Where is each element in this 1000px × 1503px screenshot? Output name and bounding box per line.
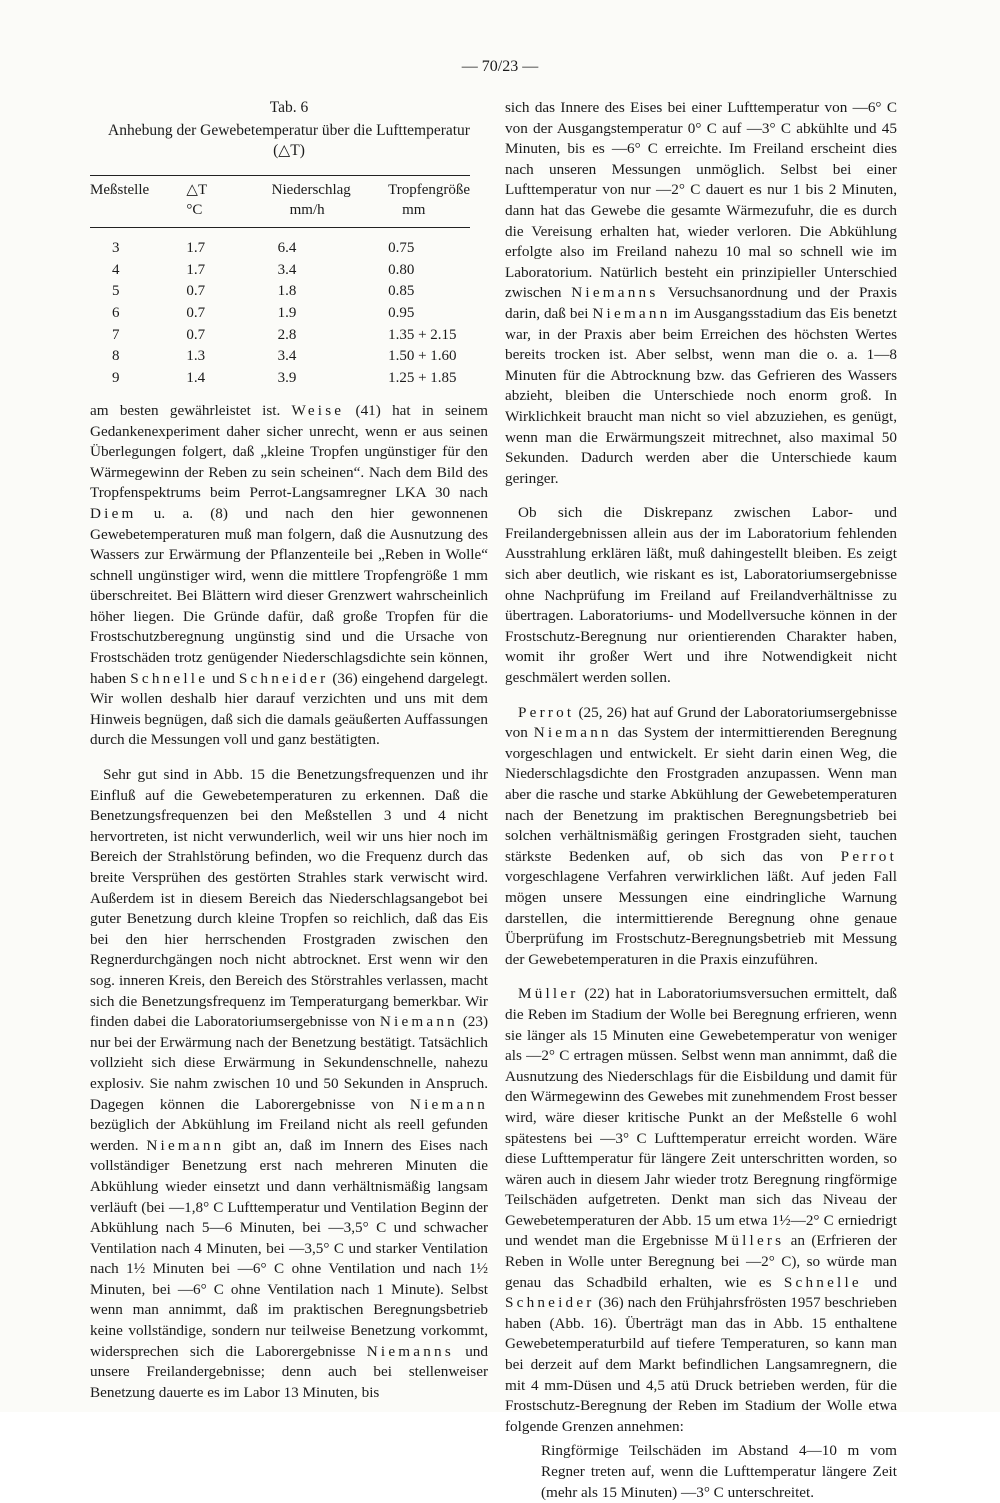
table-cell: 0.7	[186, 283, 206, 300]
author-name: Niemanns	[571, 284, 659, 302]
paragraph: Müller (22) hat in Laboratoriumsversuchen ermittelt, daß die Reben im Stadium der Wolle bei Beregnung erfrieren, wenn sie länger als 15 Minuten eine Gewebetemperatur von weniger als —2° C ertragen müssen. Selbst wenn man annimmt, daß die Ausnutzung des Niederschlags für die Eisbildung und damit für den Wärmegewinn des Gewebes mit zunehmendem Frost besser wird, wäre dieser kritische Punkt an der Meßstelle 6 wohl spätestens bei —3° C Lufttemperatur erreicht worden. Wäre diese Lufttemperatur für längere Zeit unterschritten worden, so wären auch in diesem Jahr wieder trotz Beregnung ringförmige Teilschäden aufgetreten. Denkt man sich das Niveau der Gewebetemperaturen der Abb. 15 um etwa 1½—2° C erniedrigt und wendet man die Ergebnisse Müllers an (Erfrieren der Reben in Wolle unter Beregnung bei —2° C), so würde man genau das Schadbild erhalten, wie es Schnelle und Schneider (36) nach den Frühjahrsfrösten 1957 beschrieben haben (Abb. 16). Überträgt man das in Abb. 15 enthaltene Gewebetemperaturbild auf tiefere Temperaturen, so kann man bei derzeit auf dem Markt befindlichen Langsamregnern, die mit 4 mm-Düsen und 4,5 atü Druck betrieben werden, für die Frostschutz-Beregnung der Reben im Stadium der Wolle etwa folgende Grenzen annehmen:	[505, 985, 897, 1435]
author-name: Niemann	[533, 724, 612, 742]
table-cell: 1.8	[277, 283, 297, 300]
paragraph: Sehr gut sind in Abb. 15 die Benetzungsfrequenzen und ihr Einfluß auf die Gewebetemperaturen zu erkennen. Daß die Benetzungsfrequenzen bei den Meßstellen 3 und 4 nicht hervortreten, ist nicht verwunderlich, weil wir uns hier noch im Bereich der Strahlstörung befinden, wo die Frequenz durch das breite Versprühen des gestörten Strahles stark verwischt wird. Außerdem ist in diesem Bereich das Niederschlagsangebot bei guter Benetzung durch kleine Tropfen so reichlich, daß das Eis bei den hier herrschenden Frostgraden zwischen den Regnerdurchgängen noch nicht abtrocknet. Erst wenn wir den sog. inneren Kreis, den Bereich des Störstrahles verlassen, macht sich die Benetzungsfrequenz im Temperaturgang bemerkbar. Wir finden dabei die Laboratoriumsergebnisse von Niemann (23) nur bei der Erwärmung nach der Benetzung bestätigt. Tatsächlich vollzieht sich diese Erwärmung in Sekundenschnelle, nahezu explosiv. Sie nahm zwischen 10 und 50 Sekunden in Anspruch. Dagegen können die Laborergebnisse von Niemann bezüglich der Abkühlung im Freiland nicht als reell gefunden werden. Niemann gibt an, daß im Innern des Eises nach vollständiger Benetzung erst nach mehreren Minuten die Abkühlung wieder einsetzt und dann verhältnismäßig langsam verläuft (bei —1,8° C Lufttemperatur und Ventilation Beginn der Abkühlung nach 5—6 Minuten, bei —3,5° C und schwacher Ventilation nach 4 Minuten, bei —3,5° C und starker Ventilation nach 1½ Minuten bei —6° C ohne Ventilation und nach 1½ Minuten, bei —6° C ohne Ventilation nach 1 Minute). Selbst wenn man annimmt, daß im praktischen Beregnungsbetrieb keine vollständige, sondern nur teilweise Benetzung vorkommt, widersprechen sich die Laborergebnisse Niemanns und unsere Freilandergebnisse; denn auch bei stellenweiser Benetzung dauerte es im Labor 13 Minuten, bis	[90, 766, 488, 1401]
table-row	[90, 303, 470, 325]
table-cell: 0.75	[388, 240, 415, 257]
table-cell: 1.4	[186, 369, 206, 386]
author-name: Schnelle	[130, 669, 209, 687]
paragraph: am besten gewährleistet ist. Weise (41) hat in seinem Gedankenexperiment daher sicher unrecht, wenn er aus seinen Überlegungen folgert, daß „kleine Tropfen ungünstiger für den Wärmegewinn der Reben zu sein scheinen“. Nach dem Bild des Tropfenspektrums beim Perrot-Langsamregner LKA 30 nach Diem u. a. (8) und nach den hier gewonnenen Gewebetemperaturen muß man folgern, daß die Ausnutzung des Wassers zur Erwärmung der Pflanzenteile bei „Reben in Wolle“ schnell ungünstiger wird, wenn die mittlere Tropfengröße 1 mm überschreitet. Bei Blättern wird dieser Grenzwert wahrscheinlich höher liegen. Die Gründe dafür, daß große Tropfen für die Frostschutzberegnung ungünstig sind und die Ursache von Frostschäden trotz genügender Niederschlagsdichte sein können, haben Schnelle und Schneider (36) eingehend dargelegt. Wir wollen deshalb hier darauf verzichten und uns mit dem Hinweis begnügen, daß sich die damals geäußerten Auffassungen durch die Messungen voll und ganz bestätigten.	[90, 401, 488, 749]
table-number: Tab. 6	[269, 99, 309, 116]
table-row	[90, 259, 470, 281]
author-name: Niemann	[379, 1013, 458, 1031]
header-cell: Meßstelle	[90, 175, 186, 200]
table-cell: 8	[112, 348, 120, 365]
table-cell: 6	[112, 305, 120, 322]
author-name: Weise	[291, 401, 345, 419]
paragraph: sich das Innere des Eises bei einer Lufttemperatur von —6° C von der Ausgangstemperatur 0° C auf —3° C abkühlte und 45 Minuten, bis es —6° C erreichte. Im Freiland erscheint dies nach unseren Messungen unmöglich. Selbst bei einer Lufttemperatur von nur —2° C dauert es nur 1 bis 2 Minuten, dann hat das Gewebe die gesamte Wärmezufuhr, die es durch die Vereisung erhalten hat, wieder verloren. Die Abkühlung erfolgte also im Freiland nahezu 10 mal so schnell wie im Laboratorium. Natürlich besteht ein prinzipieller Unterschied zwischen Niemanns Versuchsanordnung und der Praxis darin, daß bei Niemann im Ausgangsstadium das Eis benetzt war, in der Praxis aber beim Erreichen des höchsten Wertes bereits trocken ist. Aber selbst, wenn man die o. a. 1—8 Minuten für die Abtrocknung bzw. das Gefrieren des Wassers abzieht, bleiben die Unterschiede noch enorm groß. In Wirklichkeit braucht man nicht so viel abzuziehen, es genügt, wenn man die Erwärmungszeit mitrechnet, also maximal 50 Sekunden. Dadurch werden aber die Unterschiede kaum geringer.	[505, 99, 898, 487]
table-cell: 1.35 + 2.15	[388, 326, 457, 343]
paragraph: Ob sich die Diskrepanz zwischen Labor- und Freilandergebnissen allein aus der im Laboratorium fehlenden Ausstrahlung erklären läßt, muß dahingestellt bleiben. Es zeigt sich aber deutlich, wie riskant es ist, Laboratoriumsergebnisse ohne Nachprüfung im Freiland auf Freilandverhältnisse zu übertragen. Laboratoriums- und Modellversuche können in der Frostschutz-Beregnung nur orientierenden Charakter haben, womit ihr großer Wert und ihre Notwendigkeit nicht geschmälert werden sollen.	[505, 504, 897, 687]
unit-cell	[90, 200, 186, 227]
header-cell: Tropfengröße	[388, 175, 470, 200]
header-cell: Niederschlag	[272, 175, 388, 200]
table-cell: 5	[112, 283, 120, 300]
author-name: Schneider	[505, 1294, 595, 1312]
author-name: Diem	[90, 504, 137, 522]
author-name: Niemann	[592, 304, 671, 322]
table-cell: 1.7	[186, 261, 206, 278]
table-cell: 0.95	[388, 305, 415, 322]
author-name: Perrot	[518, 703, 575, 721]
table-cell: 0.85	[388, 283, 415, 300]
table-row	[90, 227, 470, 259]
table-cell: 0.80	[388, 261, 415, 278]
page-number: — 70/23 —	[461, 58, 539, 75]
table-cell: 1.9	[277, 305, 297, 322]
table-cell: 1.7	[186, 240, 206, 257]
table-cell: 3.4	[277, 261, 297, 278]
header-cell: △T	[186, 175, 271, 200]
limit-statement: Ringförmige Teilschäden im Abstand 4—10 m vom Regner treten auf, wenn die Lufttemperatur längere Zeit (mehr als 15 Minuten) —3° C unterschreitet.	[541, 1442, 897, 1501]
author-name: Niemann	[409, 1095, 488, 1113]
table-cell: 9	[112, 369, 120, 386]
table-cell: 1.3	[186, 348, 206, 365]
table-cell: 7	[112, 326, 120, 343]
author-name: Niemanns	[366, 1342, 454, 1360]
unit-cell: °C	[186, 200, 271, 227]
table-cell: 0.7	[186, 305, 206, 322]
table-block	[90, 98, 488, 389]
table-cell: 6.4	[277, 240, 297, 257]
table-cell: 4	[112, 261, 120, 278]
author-name: Müllers	[714, 1232, 785, 1250]
data-table	[90, 175, 470, 389]
unit-cell: mm	[388, 200, 470, 227]
table-cell: 3.4	[277, 348, 297, 365]
author-name: Niemann	[146, 1136, 225, 1154]
author-name: Schnelle	[783, 1273, 862, 1291]
table-cell: 1.25 + 1.85	[388, 369, 457, 386]
author-name: Schneider	[238, 669, 329, 687]
table-row	[90, 324, 470, 346]
table-cell: 0.7	[186, 326, 206, 343]
table-cell: 1.50 + 1.60	[388, 348, 457, 365]
table-row	[90, 281, 470, 303]
unit-cell: mm/h	[272, 200, 388, 227]
author-name: Müller	[518, 985, 579, 1003]
table-cell: 3	[112, 240, 120, 257]
paragraph: Perrot (25, 26) hat auf Grund der Laboratoriumsergebnisse von Niemann das System der intermittierenden Beregnung vorgeschlagen und entwickelt. Er sieht darin einen Weg, die Niederschlagsdichte den Frostgraden anzupassen. Wenn man aber die rasche und starke Abkühlung der Gewebetemperaturen nach der Benetzung im praktischen Beregnungsbetrieb bei solchen verhältnismäßig geringen Frostgraden sieht, tauchen stärkste Bedenken auf, ob sich das von Perrot vorgeschlagene Verfahren verwirklichen läßt. Auf jeden Fall mögen unsere Messungen eine eindringliche Warnung darstellen, die intermittierende Beregnung ohne genaue Überprüfung im Frostschutz-Beregnungsbetrieb mit Messung der Gewebetemperaturen in die Praxis einzuführen.	[505, 703, 898, 968]
right-column	[505, 98, 897, 1503]
table-cell: 3.9	[277, 369, 297, 386]
left-column	[90, 98, 488, 1403]
table-row	[90, 367, 470, 389]
author-name: Perrot	[840, 847, 897, 865]
table-row	[90, 346, 470, 368]
table-cell: 2.8	[277, 326, 297, 343]
table-caption: Anhebung der Gewebetemperatur über die Lufttemperatur (△T)	[108, 121, 470, 159]
